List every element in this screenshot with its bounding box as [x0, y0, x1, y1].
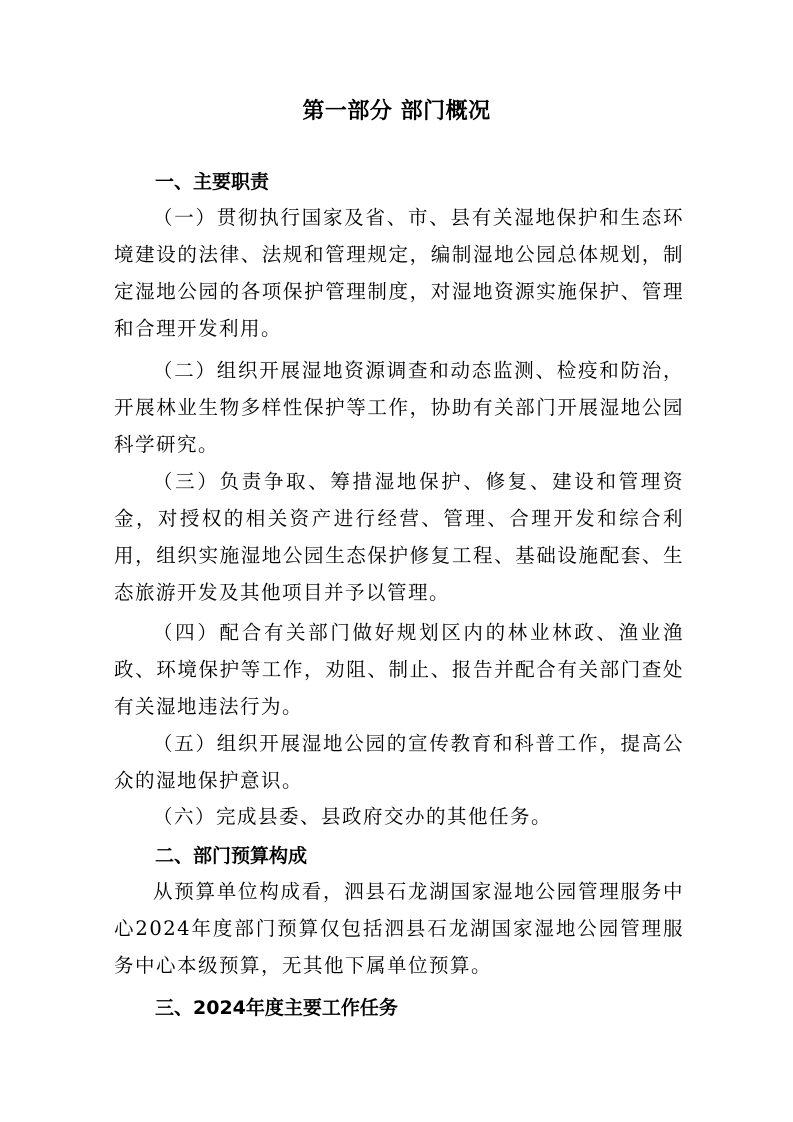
- duty-paragraph-2: （二）组织开展湿地资源调查和动态监测、检疫和防治，开展林业生物多样性保护等工作，协助有关部门开展湿地公园科学研究。: [114, 359, 684, 456]
- section-heading-main-duties: 一、主要职责: [155, 171, 270, 193]
- page-title: 第一部分 部门概况: [302, 99, 491, 124]
- duty-paragraph-1: （一）贯彻执行国家及省、市、县有关湿地保护和生态环境建设的法律、法规和管理规定，编制湿地公园总体规划，制定湿地公园的各项保护管理制度，对湿地资源实施保护、管理和合理开发利用。: [114, 206, 684, 340]
- budget-composition-paragraph: 从预算单位构成看，泗县石龙湖国家湿地公园管理服务中心2024年度部门预算仅包括泗县石龙湖国家湿地公园管理服务中心本级预算，无其他下属单位预算。: [114, 880, 684, 977]
- duty-paragraph-5: （五）组织开展湿地公园的宣传教育和科普工作，提高公众的湿地保护意识。: [114, 732, 684, 792]
- section-heading-work-tasks: 三、2024年度主要工作任务: [155, 997, 398, 1019]
- duty-paragraph-3: （三）负责争取、筹措湿地保护、修复、建设和管理资金，对授权的相关资产进行经营、管理、合理开发和综合利用，组织实施湿地公园生态保护修复工程、基础设施配套、生态旅游开发及其他项目并予以管理。: [114, 470, 684, 604]
- duty-paragraph-4: （四）配合有关部门做好规划区内的林业林政、渔业渔政、环境保护等工作，劝阻、制止、报告并配合有关部门查处有关湿地违法行为。: [114, 621, 684, 718]
- duty-paragraph-6: （六）完成县委、县政府交办的其他任务。: [153, 805, 553, 828]
- section-heading-budget-composition: 二、部门预算构成: [155, 845, 308, 867]
